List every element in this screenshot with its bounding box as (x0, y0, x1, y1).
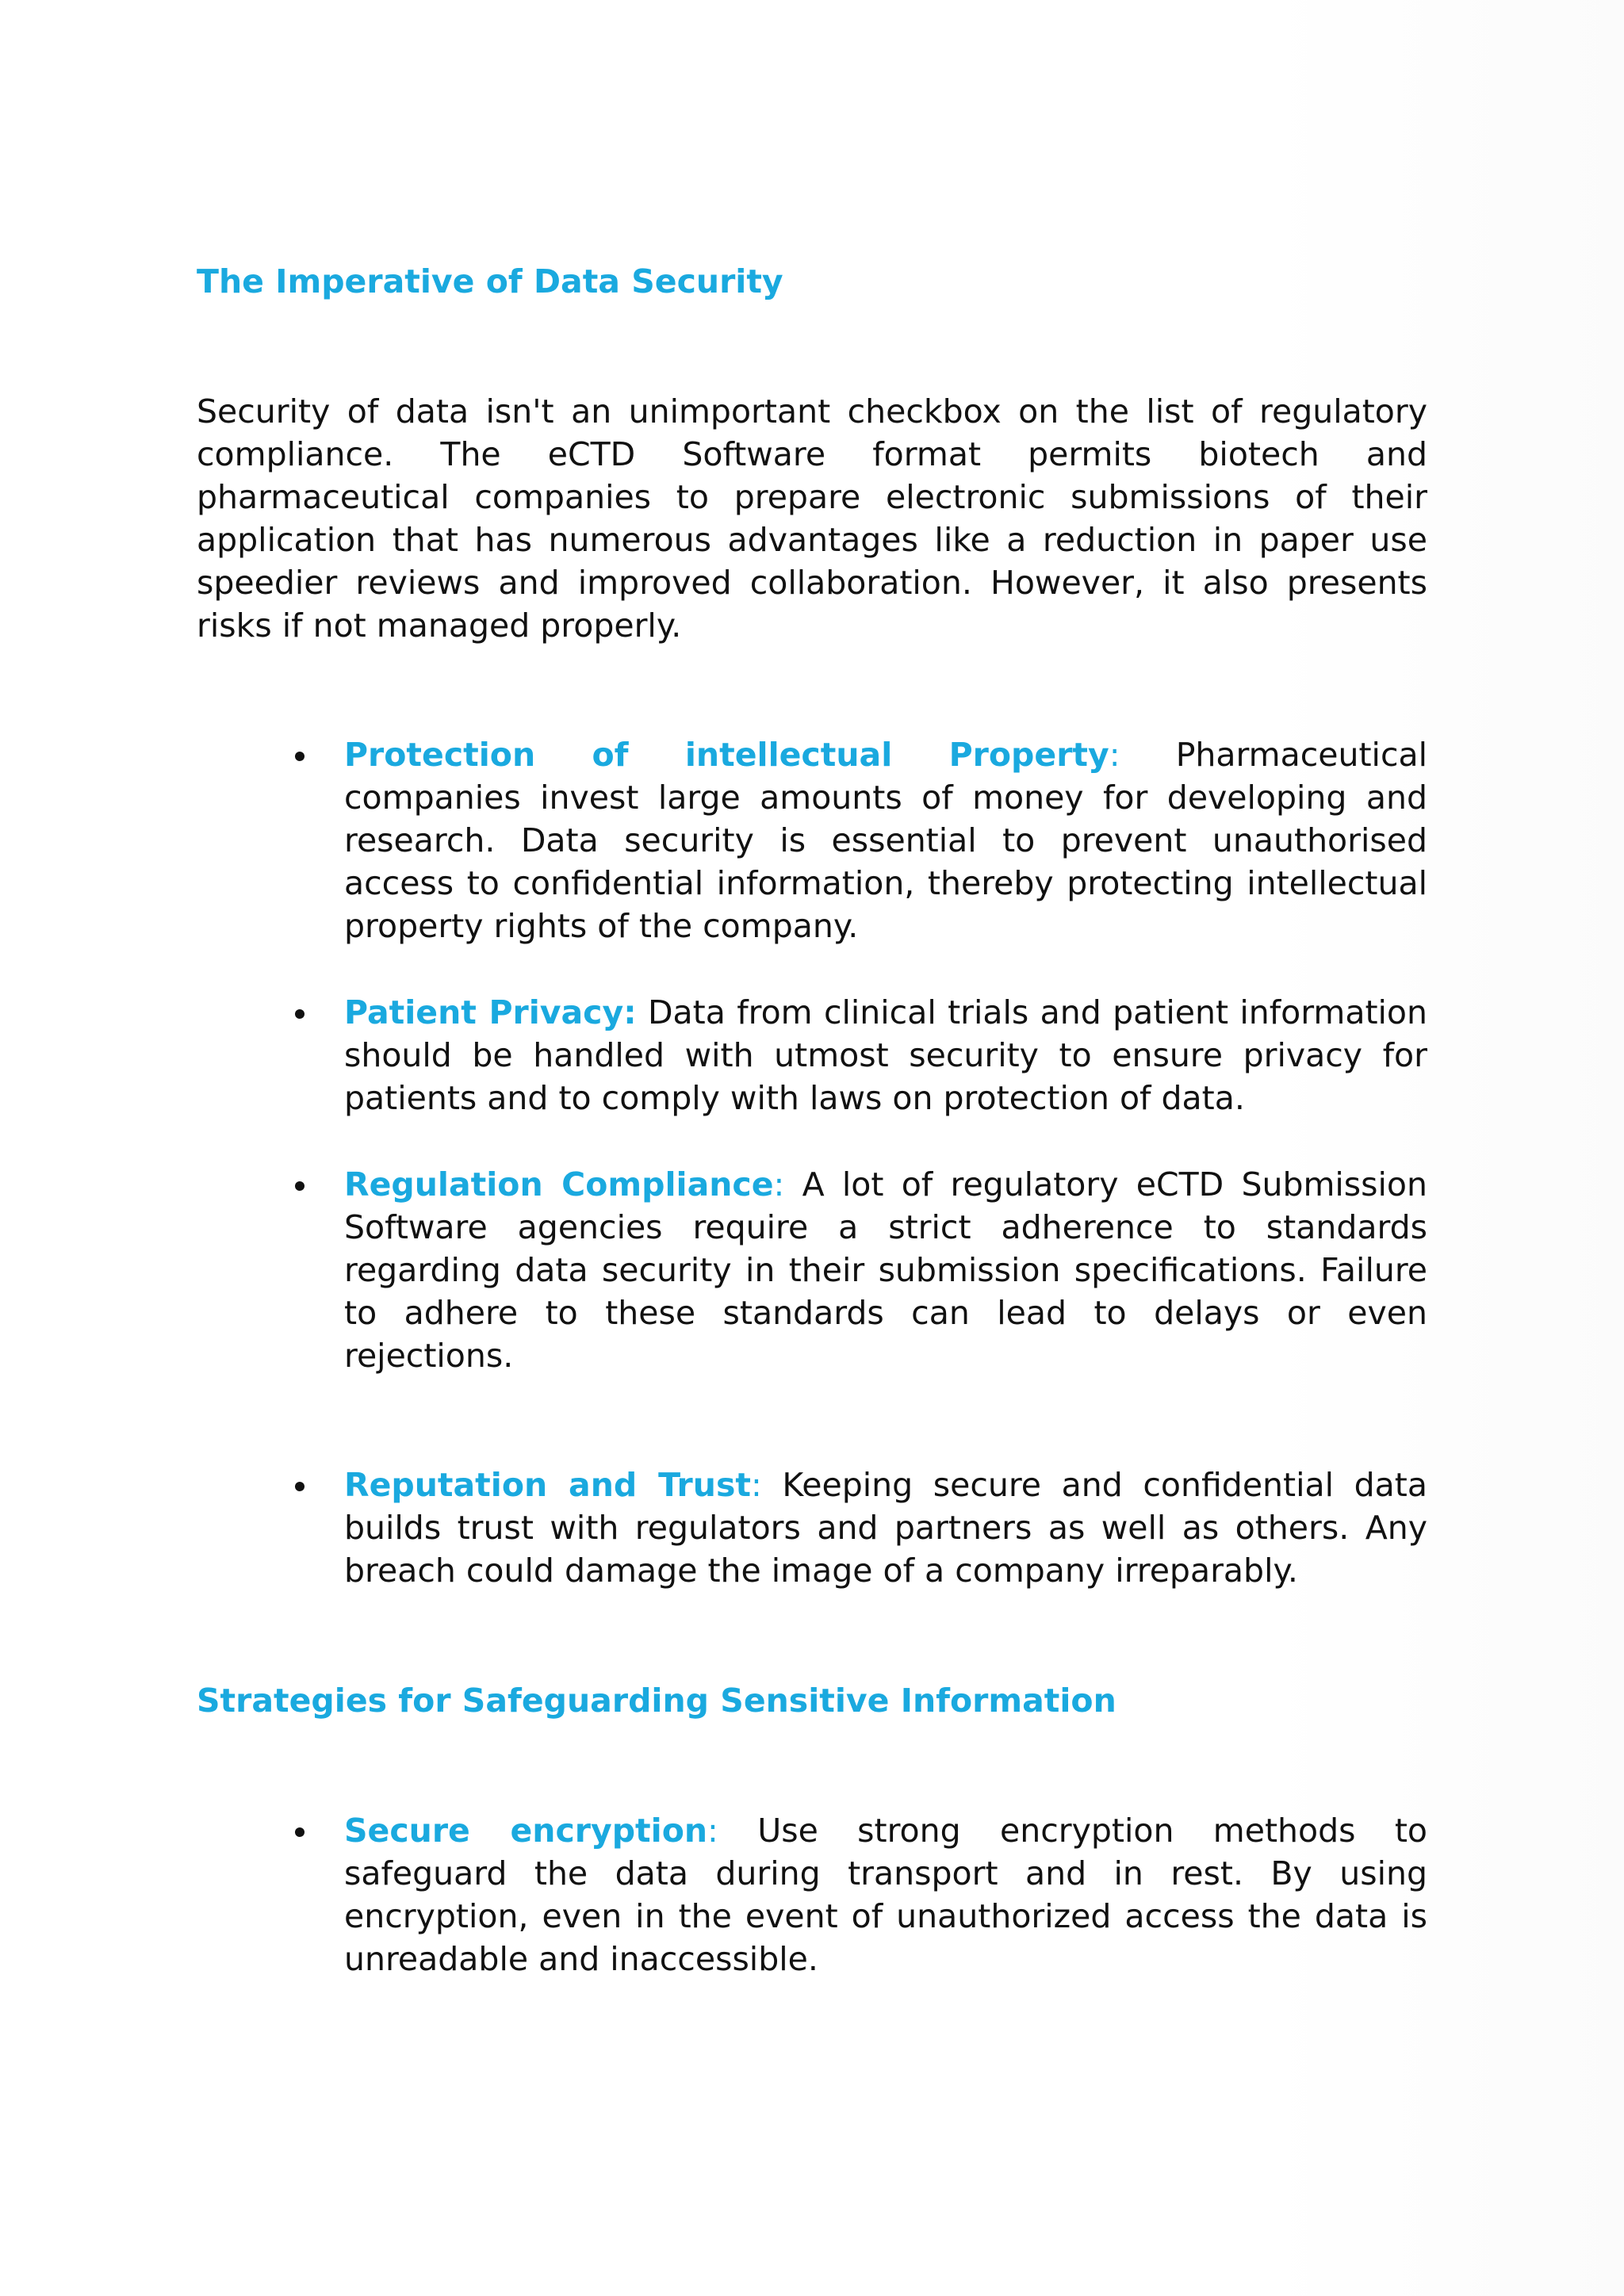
section-heading-strategies: Strategies for Safeguarding Sensitive Information (197, 1682, 1116, 1720)
bullet-description: Data from clinical trials and patient information should be handled with utmost security to ensure privacy for patients and to comply with laws on protection of data. (344, 993, 1428, 1117)
bullet-paragraph (344, 733, 1427, 947)
bullet-icon (295, 1181, 304, 1191)
bullet-term: Patient Privacy: (344, 993, 637, 1031)
bullet-term: Reputation and Trust (344, 1466, 751, 1504)
bullet-description: Keeping secure and confidential data builds trust with regulators and partners as well as others. Any breach could damage the image of a company irreparably. (344, 1466, 1427, 1590)
bullet-icon (295, 1482, 304, 1491)
intro-paragraph: Security of data isn't an unimportant checkbox on the list of regulatory compliance. The eCTD Software format permits biotech and pharmaceutical companies to prepare electronic submissions of their application that has numerous advantages like a reduction in paper use speedier reviews and improved collaboration. However, it also presents risks if not managed properly. (197, 392, 1427, 645)
bullet-paragraph (344, 991, 1427, 1119)
bullet-separator: : (773, 1165, 785, 1203)
bullet-paragraph (344, 1809, 1427, 1980)
section-heading-data-security: The Imperative of Data Security (197, 262, 783, 300)
bullet-term: Regulation Compliance (344, 1165, 774, 1203)
bullet-term: Protection of intellectual Property (344, 736, 1109, 774)
bullet-term: Secure encryption (344, 1812, 708, 1850)
bullet-separator: : (1109, 736, 1120, 774)
bullet-paragraph (344, 1464, 1427, 1592)
bullet-description: Pharmaceutical companies invest large amounts of money for developing and research. Data security is essential to prevent unauthorised access to confidential information, thereby protecting intellectual property rights of the company. (344, 736, 1428, 945)
bullet-icon (295, 752, 304, 761)
bullet-separator: : (707, 1812, 718, 1850)
bullet-paragraph (344, 1163, 1427, 1377)
bullet-separator: : (750, 1466, 762, 1504)
bullet-icon (295, 1827, 304, 1837)
bullet-description: Use strong encryption methods to safeguard the data during transport and in rest. By using encryption, even in the event of unauthorized access the data is unreadable and inaccessible. (344, 1812, 1427, 1978)
bullet-description: A lot of regulatory eCTD Submission Software agencies require a strict adherence to standards regarding data security in their submission specifications. Failure to adhere to these standards can lead to delays or even rejections. (344, 1165, 1427, 1375)
bullet-icon (295, 1009, 304, 1019)
